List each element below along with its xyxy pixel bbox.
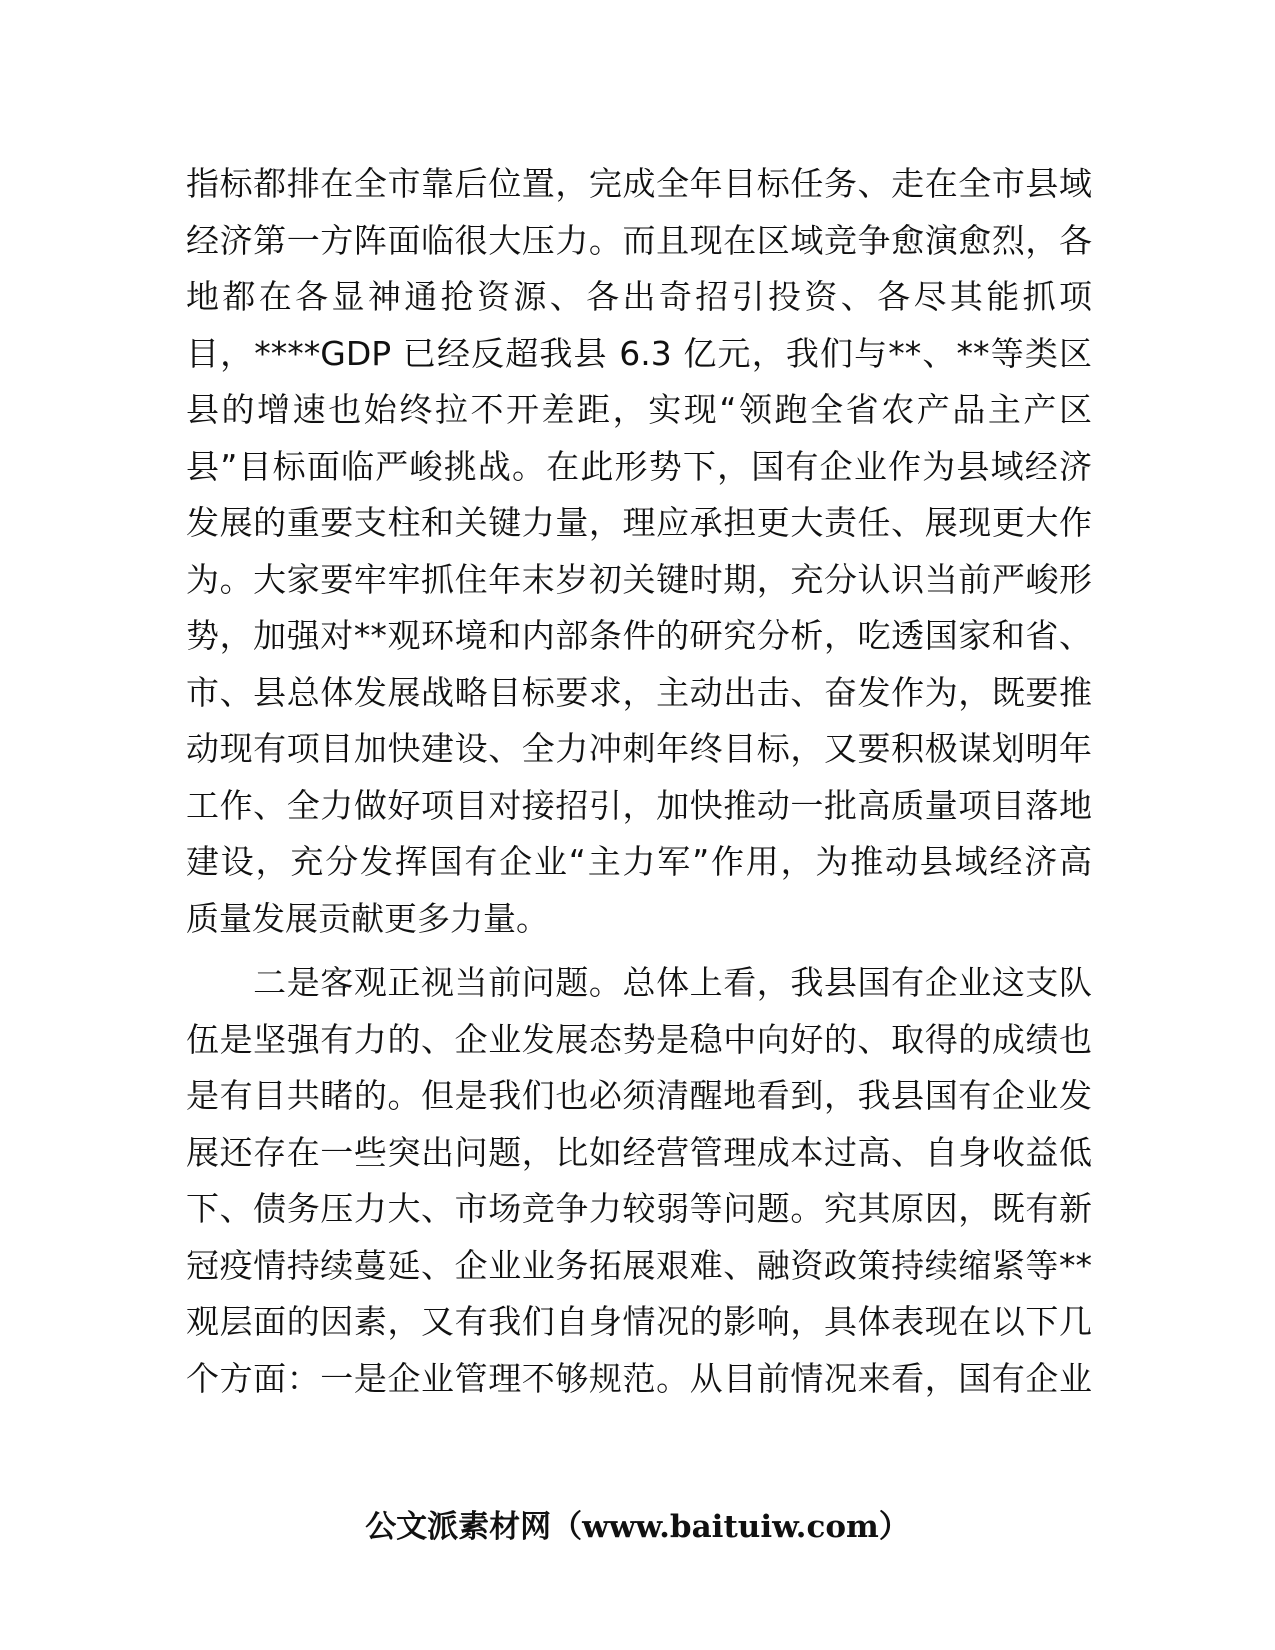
text-line: 观层面的因素，又有我们自身情况的影响，具体表现在以下几 [186, 1302, 1092, 1341]
text-line: 工作、全力做好项目对接招引，加快推动一批高质量项目落地 [186, 785, 1092, 825]
text-line: 为。大家要牢牢抓住年末岁初关键时期，充分认识当前严峻形 [186, 559, 1092, 599]
paragraph-1 [186, 156, 1092, 947]
text-line: 地都在各显神通抢资源、各出奇招引投资、各尽其能抓项 [186, 277, 1092, 316]
paragraph-2 [186, 955, 1092, 1407]
paragraph-spacer [186, 947, 1092, 955]
text-line: 冠疫情持续蔓延、企业业务拓展艰难、融资政策持续缩紧等** [186, 1245, 1092, 1285]
text-line: 指标都排在全市靠后位置，完成全年目标任务、走在全市县域 [186, 164, 1092, 203]
text-line: 目，****GDP 已经反超我县 6.3 亿元，我们与**、**等类区 [186, 333, 1092, 373]
text-line: 展还存在一些突出问题，比如经营管理成本过高、自身收益低 [186, 1132, 1092, 1172]
text-line: 二是客观正视当前问题。总体上看，我县国有企业这支队 [186, 963, 1092, 1002]
text-line: 动现有项目加快建设、全力冲刺年终目标，又要积极谋划明年 [186, 729, 1092, 768]
text-line: 建设，充分发挥国有企业“主力军”作用，为推动县域经济高 [186, 842, 1092, 881]
text-line: 下、债务压力大、市场竞争力较弱等问题。究其原因，既有新 [186, 1189, 1092, 1228]
text-line: 质量发展贡献更多力量。 [186, 898, 549, 938]
text-line: 县”目标面临严峻挑战。在此形势下，国有企业作为县域经济 [186, 446, 1092, 486]
footer-watermark: 公文派素材网（www.baituiw.com） [365, 1509, 910, 1545]
text-line: 伍是坚强有力的、企业发展态势是稳中向好的、取得的成绩也 [186, 1019, 1092, 1059]
text-line: 县的增速也始终拉不开差距，实现“领跑全省农产品主产区 [186, 390, 1092, 429]
text-line: 发展的重要支柱和关键力量，理应承担更大责任、展现更大作 [186, 503, 1092, 542]
text-line: 是有目共睹的。但是我们也必须清醒地看到，我县国有企业发 [186, 1076, 1092, 1115]
text-line: 个方面：一是企业管理不够规范。从目前情况来看，国有企业 [186, 1358, 1092, 1398]
text-line: 市、县总体发展战略目标要求，主动出击、奋发作为，既要推 [186, 672, 1092, 712]
document-body [186, 156, 1092, 1407]
text-line: 势，加强对**观环境和内部条件的研究分析，吃透国家和省、 [186, 616, 1092, 655]
text-line: 经济第一方阵面临很大压力。而且现在区域竞争愈演愈烈，各 [186, 220, 1092, 260]
